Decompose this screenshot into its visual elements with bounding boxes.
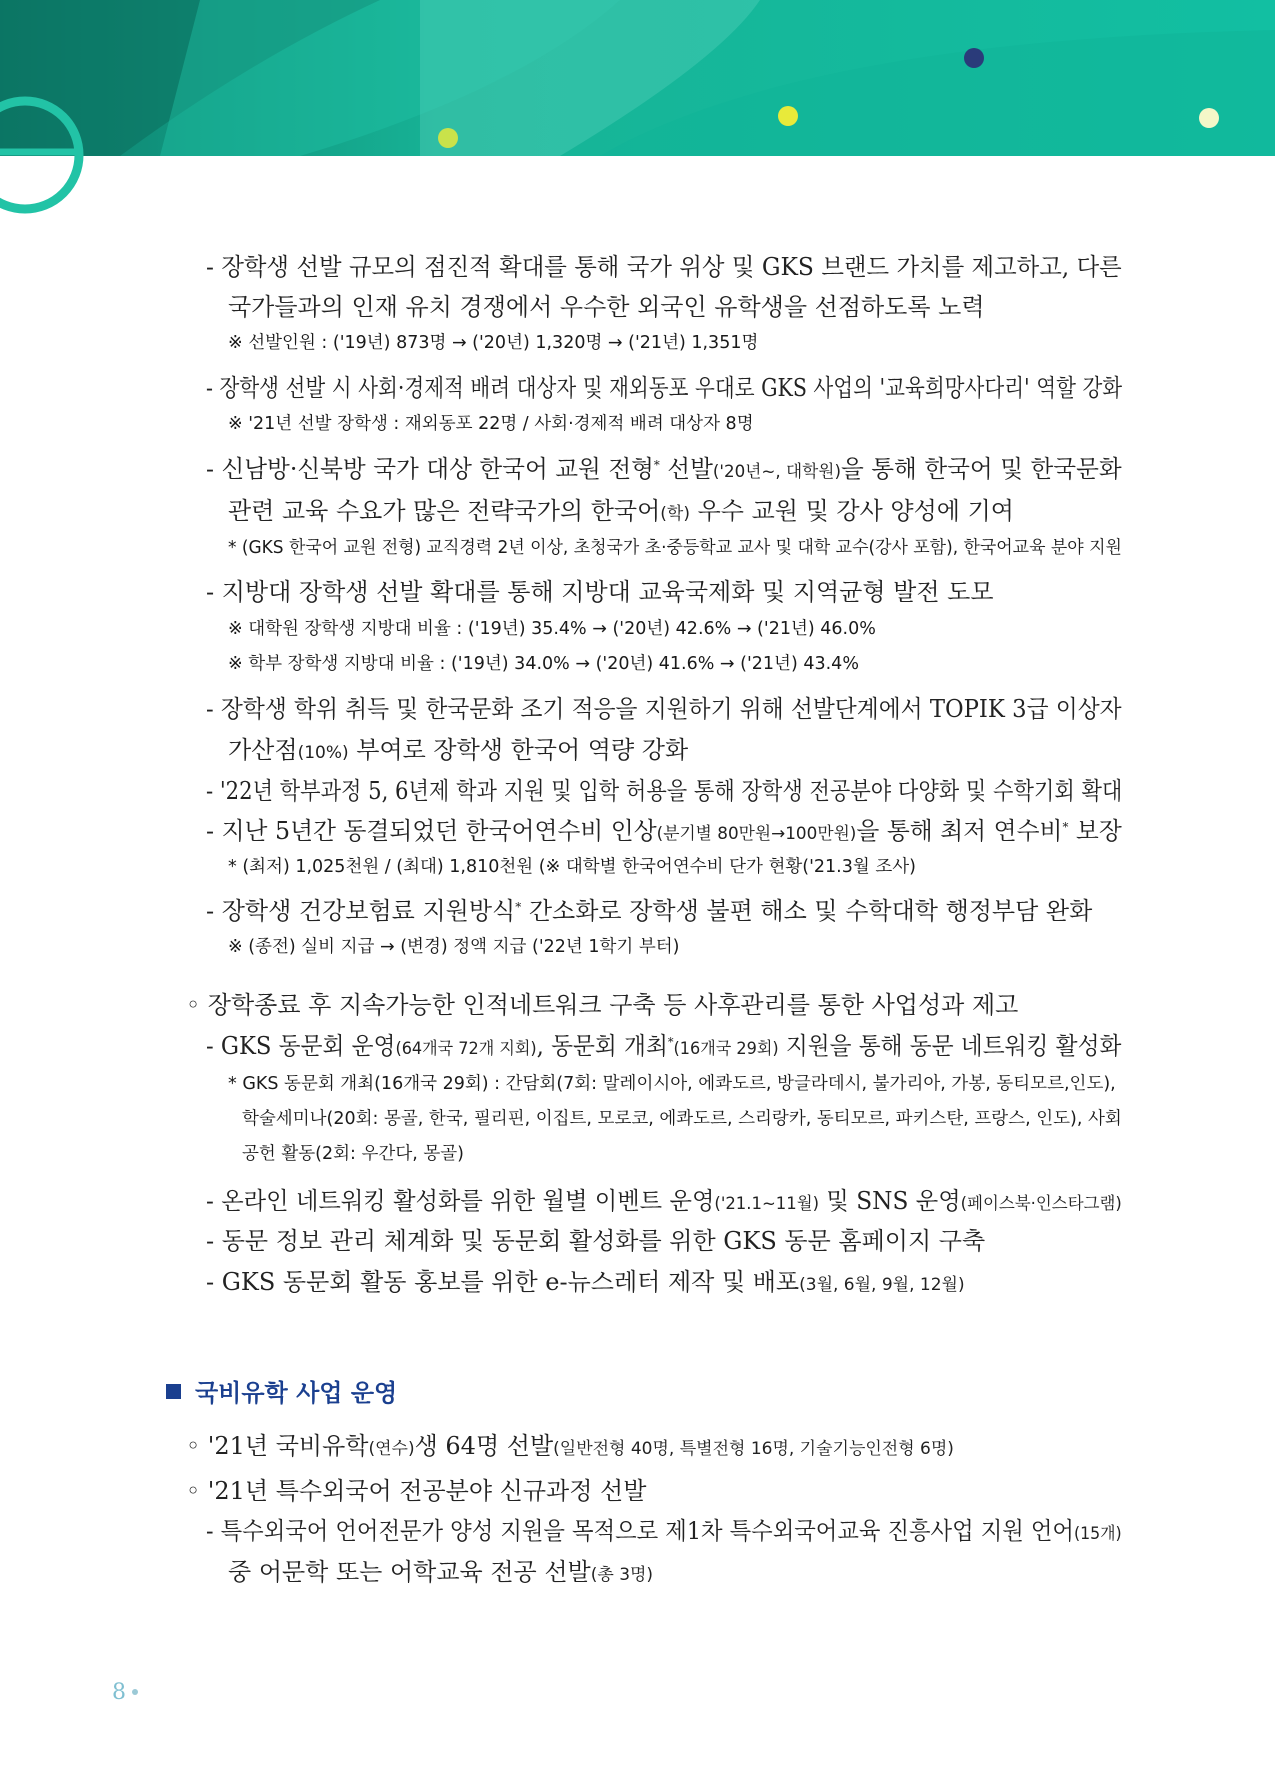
line-text: 보장 [1068,817,1122,845]
line-text: ※ '21년 선발 장학생 : 재외동포 22명 / 사회·경제적 배려 대상자 8명 [228,414,754,434]
footnote-marker: * [667,1035,674,1049]
text-line [228,1555,653,1592]
line-text: 생 64명 선발 [414,1432,554,1460]
line-text: 선발 [659,455,713,483]
line-text: , 동문회 개최 [536,1032,668,1060]
line-text: - 온라인 네트워킹 활성화를 위한 월별 이벤트 운영 [206,1187,715,1215]
text-line [228,290,985,324]
parenthetical-text: (총 3명) [590,1565,654,1585]
line-text: ※ (종전) 실비 지급 → (변경) 정액 지급 ('22년 1학기 부터) [228,937,680,957]
banner-graphic [0,0,1275,156]
parenthetical-text: ('20년~, 대학원) [712,462,841,482]
text-line [206,452,1122,489]
text-line [206,692,1122,726]
lime-dot [438,128,458,148]
text-line [228,651,859,677]
line-text: 국가들과의 인재 유치 경쟁에서 우수한 외국인 유학생을 선점하도록 노력 [228,293,985,321]
line-text: 공헌 활동(2회: 우간다, 몽골) [242,1144,464,1164]
navy-dot [964,48,984,68]
text-line [206,814,1122,851]
text-line [206,371,1122,405]
line-text: - 장학생 선발 시 사회·경제적 배려 대상자 및 재외동포 우대로 GKS 사업의 '교육희망사다리' 역할 강화 [206,374,1123,402]
line-text: 가산점 [228,736,298,764]
text-line [206,1184,1122,1221]
text-line [228,535,1122,561]
line-text: - 신남방·신북방 국가 대상 한국어 교원 전형 [206,455,654,483]
parenthetical-text: (16개국 29회) [673,1039,779,1059]
text-line [228,494,1014,531]
parenthetical-text: (64개국 72개 지회) [395,1039,537,1059]
line-text: ※ 선발인원 : ('19년) 873명 → ('20년) 1,320명 → ('21년) 1,351명 [228,333,759,353]
parenthetical-text: (일반전형 40명, 특별전형 16명, 기술기능인전형 6명) [553,1439,954,1459]
text-line [206,1514,1122,1551]
line-text: - 특수외국어 언어전문가 양성 지원을 목적으로 제1차 특수외국어교육 진흥사업 지원 언어 [206,1517,1074,1545]
line-text: - GKS 동문회 활동 홍보를 위한 e-뉴스레터 제작 및 배포 [206,1268,800,1296]
text-line [228,411,754,437]
line-text: 우수 교원 및 강사 양성에 기여 [689,497,1014,525]
dot-icon [132,1689,138,1695]
page-number [112,1680,138,1705]
line-text: - 동문 정보 관리 체계화 및 동문회 활성화를 위한 GKS 동문 홈페이지 구축 [206,1227,986,1255]
text-line [186,988,1018,1022]
line-text: 및 SNS 운영 [819,1187,961,1215]
text-line [186,1474,646,1508]
line-text: - 지방대 장학생 선발 확대를 통해 지방대 교육국제화 및 지역균형 발전 도모 [206,578,994,606]
text-line [206,1265,965,1302]
header-banner [0,0,1275,156]
line-text: * (최저) 1,025천원 / (최대) 1,810천원 (※ 대학별 한국어연수비 단가 현황('21.3월 조사) [228,857,916,877]
page-number-text: 8 [112,1680,126,1705]
line-text: * (GKS 한국어 교원 전형) 교직경력 2년 이상, 초청국가 초·중등학교 교사 및 대학 교수(강사 포함), 한국어교육 분야 지원 [228,538,1122,558]
line-text: ◦ 장학종료 후 지속가능한 인적네트워크 구축 등 사후관리를 통한 사업성과 제고 [186,991,1019,1019]
decorative-ring [0,90,90,220]
section-title-text: 국비유학 사업 운영 [195,1379,398,1407]
text-line [206,250,1122,284]
text-line [186,1429,954,1466]
line-text: 간소화로 장학생 불편 해소 및 수학대학 행정부담 완화 [521,897,1093,925]
parenthetical-text: (페이스북·인스타그램) [960,1194,1122,1214]
line-text: - 장학생 선발 규모의 점진적 확대를 통해 국가 위상 및 GKS 브랜드 가치를 제고하고, 다른 [206,253,1122,281]
text-line [228,934,680,960]
line-text: 지원을 통해 동문 네트워킹 활성화 [778,1032,1122,1060]
line-text: 을 통해 한국어 및 한국문화 [840,455,1122,483]
text-line [228,330,758,356]
parenthetical-text: (15개) [1073,1524,1122,1544]
parenthetical-text: (10%) [297,743,349,763]
line-text: ※ 대학원 장학생 지방대 비율 : ('19년) 35.4% → ('20년) 42.6% → ('21년) 46.0% [228,619,876,639]
text-line [228,733,688,770]
footnote-marker: * [653,458,660,472]
line-text: - 장학생 건강보험료 지원방식 [206,897,516,925]
text-line [206,1029,1121,1066]
footnote-marker: * [515,900,522,914]
parenthetical-text: (분기별 80만원→100만원) [656,824,857,844]
section-title [166,1373,397,1408]
text-line [242,1141,464,1167]
footnote-marker: * [1062,820,1069,834]
text-line [242,1106,1122,1132]
text-line [206,774,1122,808]
line-text: - 장학생 학위 취득 및 한국문화 조기 적응을 지원하기 위해 선발단계에서 TOPIK 3급 이상자 [206,695,1122,723]
line-text: 관련 교육 수요가 많은 전략국가의 한국어 [228,497,661,525]
line-text: 부여로 장학생 한국어 역량 강화 [348,736,689,764]
line-text: ◦ '21년 특수외국어 전공분야 신규과정 선발 [186,1477,647,1505]
line-text: 을 통해 최저 연수비 [856,817,1063,845]
text-line [228,616,876,642]
line-text: * GKS 동문회 개최(16개국 29회) : 간담회(7회: 말레이시아, 에콰도르, 방글라데시, 불가리아, 가봉, 동티모르,인도), [228,1074,1116,1094]
yellow-dot [778,106,798,126]
square-bullet-icon [166,1384,181,1399]
line-text: 중 어문학 또는 어학교육 전공 선발 [228,1558,591,1586]
pale-dot [1199,108,1219,128]
text-line [206,575,994,609]
line-text: - '22년 학부과정 5, 6년제 학과 지원 및 입학 허용을 통해 장학생 전공분야 다양화 및 수학기회 확대 [206,777,1123,805]
line-text: - 지난 5년간 동결되었던 한국어연수비 인상 [206,817,657,845]
parenthetical-text: (연수) [368,1439,415,1459]
line-text: ◦ '21년 국비유학 [186,1432,369,1460]
line-text: 학술세미나(20회: 몽골, 한국, 필리핀, 이집트, 모로코, 에콰도르, 스리랑카, 동티모르, 파키스탄, 프랑스, 인도), 사회 [242,1109,1122,1129]
parenthetical-text: ('21.1~11월) [714,1194,820,1214]
parenthetical-text: (3월, 6월, 9월, 12월) [799,1275,965,1295]
text-line [228,854,916,880]
parenthetical-text: (학) [660,504,690,524]
line-text: ※ 학부 장학생 지방대 비율 : ('19년) 34.0% → ('20년) 41.6% → ('21년) 43.4% [228,654,859,674]
text-line [206,894,1092,928]
text-line [206,1224,985,1258]
text-line [228,1071,1116,1097]
line-text: - GKS 동문회 운영 [206,1032,396,1060]
